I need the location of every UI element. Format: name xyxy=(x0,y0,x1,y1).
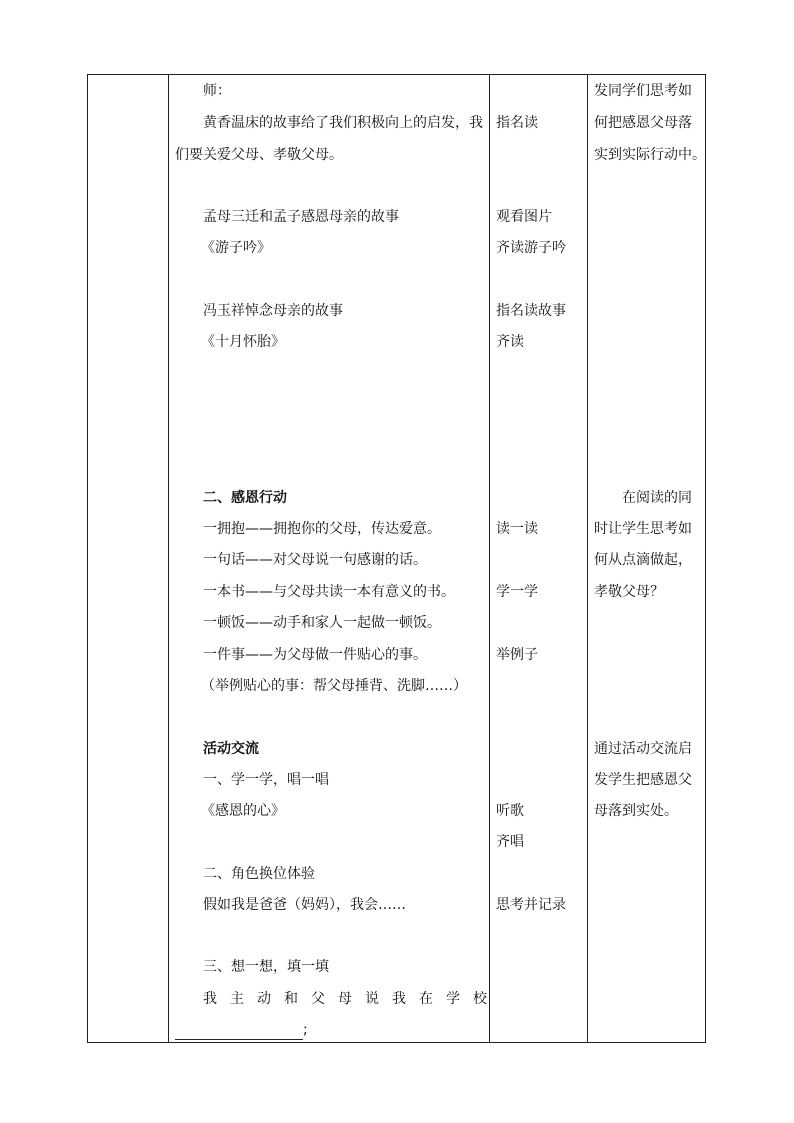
intent-line: 在阅读的同 xyxy=(622,490,692,506)
content-line: 三、想一想，填一填 xyxy=(203,959,329,975)
intent-line: 实到实际行动中。 xyxy=(594,147,706,163)
activity-item: 观看图片 xyxy=(496,209,552,225)
activity-item: 齐读游子吟 xyxy=(496,240,566,256)
activity-item: 齐读 xyxy=(496,334,524,350)
activity-item: 读一读 xyxy=(496,521,538,537)
content-line: 冯玉祥悼念母亲的故事 xyxy=(203,303,343,319)
content-line: 一拥抱——拥抱你的父母，传达爱意。 xyxy=(203,521,441,537)
fill-in-blank-line xyxy=(175,1020,308,1040)
prompt-char: 父 xyxy=(311,991,325,1007)
prompt-char: 主 xyxy=(230,991,244,1007)
content-line: 黄香温床的故事给了我们积极向上的启发，我 xyxy=(203,115,483,131)
blank-end-mark: ; xyxy=(303,1022,308,1038)
prompt-char: 学 xyxy=(446,991,460,1007)
section-heading: 活动交流 xyxy=(203,741,259,757)
activity-item: 思考并记录 xyxy=(496,897,566,913)
activity-item: 听歌 xyxy=(496,803,524,819)
fill-in-prompt xyxy=(203,989,487,1009)
content-line: 《感恩的心》 xyxy=(201,803,285,819)
prompt-char: 我 xyxy=(392,991,406,1007)
intent-line: 母落到实处。 xyxy=(594,803,678,819)
content-line: 们要关爱父母、孝敬父母。 xyxy=(175,147,343,163)
prompt-char: 在 xyxy=(419,991,433,1007)
content-line: 一句话——对父母说一句感谢的话。 xyxy=(203,552,427,568)
content-line: （举例贴心的事：帮父母捶背、洗脚……） xyxy=(201,678,467,694)
prompt-char: 说 xyxy=(365,991,379,1007)
activity-item: 齐唱 xyxy=(496,834,524,850)
content-line: 《十月怀胎》 xyxy=(201,334,285,350)
prompt-char: 动 xyxy=(257,991,271,1007)
intent-line: 时让学生思考如 xyxy=(594,521,692,537)
content-line: 一、学一学，唱一唱 xyxy=(203,772,329,788)
content-line: 假如我是爸爸（妈妈），我会…… xyxy=(203,897,406,913)
intent-line: 发学生把感恩父 xyxy=(594,772,692,788)
blank-underline xyxy=(175,1025,303,1040)
column-divider xyxy=(587,75,588,1042)
content-line: 师： xyxy=(203,83,231,99)
content-line: 一顿饭——动手和家人一起做一顿饭。 xyxy=(203,615,441,631)
content-line: 一件事——为父母做一件贴心的事。 xyxy=(203,647,427,663)
column-divider xyxy=(168,75,169,1042)
activity-item: 指名读故事 xyxy=(496,303,566,319)
intent-line: 发同学们思考如 xyxy=(594,83,692,99)
lesson-plan-table xyxy=(87,74,706,1043)
activity-item: 指名读 xyxy=(496,115,538,131)
activity-item: 举例子 xyxy=(496,647,538,663)
content-line: 二、角色换位体验 xyxy=(203,866,315,882)
intent-line: 何从点滴做起， xyxy=(594,552,692,568)
content-line: 一本书——与父母共读一本有意义的书。 xyxy=(203,584,455,600)
column-divider xyxy=(489,75,490,1042)
intent-line: 何把感恩父母落 xyxy=(594,115,692,131)
content-line: 《游子吟》 xyxy=(201,240,271,256)
content-line: 孟母三迁和孟子感恩母亲的故事 xyxy=(203,209,399,225)
intent-line: 孝敬父母？ xyxy=(594,584,664,600)
intent-line: 通过活动交流启 xyxy=(594,741,692,757)
section-heading: 二、感恩行动 xyxy=(203,490,287,506)
prompt-char: 母 xyxy=(338,991,352,1007)
activity-item: 学一学 xyxy=(496,584,538,600)
prompt-char: 和 xyxy=(284,991,298,1007)
prompt-char: 校 xyxy=(473,991,487,1007)
prompt-char: 我 xyxy=(203,991,217,1007)
